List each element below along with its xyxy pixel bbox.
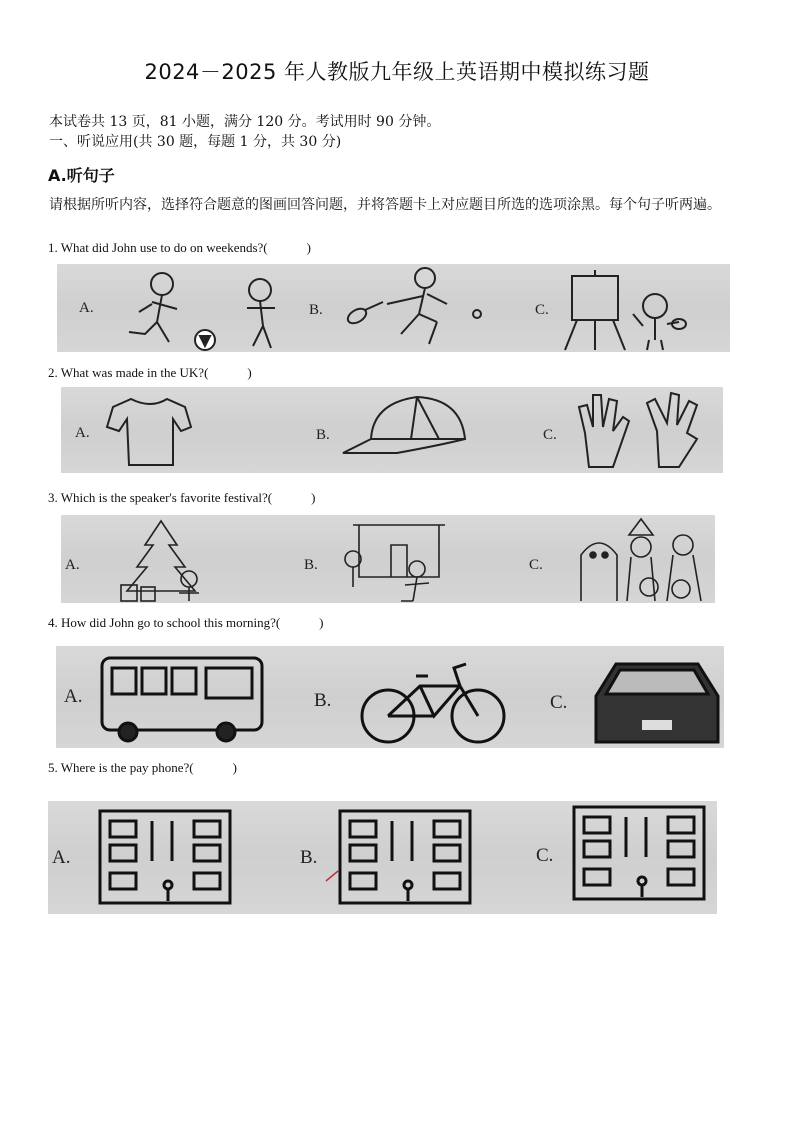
option-c-label: C. <box>535 302 549 318</box>
map-phone-c-icon <box>574 807 704 899</box>
question-4: 4. How did John go to school this morning?( ) <box>48 615 324 630</box>
question-2-pictures <box>61 387 723 473</box>
part-one-heading: 一、听说应用(共 30 题，每题 1 分，共 30 分) <box>49 134 342 150</box>
bicycle-icon <box>362 664 504 742</box>
bus-icon <box>102 658 262 741</box>
option-a-label: A. <box>52 847 71 868</box>
option-b-label: B. <box>304 557 318 573</box>
option-c-label: C. <box>550 692 568 713</box>
christmas-tree-icon <box>121 521 199 601</box>
spring-festival-house-icon <box>345 525 445 601</box>
question-2: 2. What was made in the UK?( ) <box>48 365 252 380</box>
question-5-pictures <box>48 801 717 914</box>
option-a-label: A. <box>75 425 90 441</box>
map-phone-a-icon <box>100 811 230 903</box>
option-c-label: C. <box>536 845 554 866</box>
option-b-label: B. <box>314 690 332 711</box>
question-3: 3. Which is the speaker's favorite festival?( ) <box>48 490 316 505</box>
car-icon <box>596 664 718 742</box>
halloween-kids-icon <box>581 519 701 601</box>
option-b-label: B. <box>309 302 323 318</box>
question-4-pictures <box>56 646 724 748</box>
gloves-icon <box>579 393 697 467</box>
t-shirt-icon <box>107 399 191 465</box>
tennis-player-icon <box>345 268 481 344</box>
painting-boy-icon <box>565 270 686 350</box>
question-1-pictures <box>57 264 730 352</box>
option-a-label: A. <box>65 557 80 573</box>
cap-icon <box>343 397 465 453</box>
exam-info: 本试卷共 13 页，81 小题，满分 120 分。考试用时 90 分钟。 <box>49 114 441 130</box>
option-c-label: C. <box>529 557 543 573</box>
option-b-label: B. <box>300 847 318 868</box>
section-a-heading: A.听句子 <box>48 166 115 185</box>
question-5: 5. Where is the pay phone?( ) <box>48 760 237 775</box>
page-title: 2024－2025 年人教版九年级上英语期中模拟练习题 <box>144 60 650 84</box>
map-phone-b-icon <box>326 811 470 903</box>
question-3-pictures <box>61 515 715 603</box>
soccer-players-icon <box>129 273 275 350</box>
option-b-label: B. <box>316 427 330 443</box>
option-a-label: A. <box>64 686 83 707</box>
option-c-label: C. <box>543 427 557 443</box>
section-a-instructions: 请根据所听内容，选择符合题意的图画回答问题，并将答题卡上对应题目所选的选项涂黑。每个句子听两遍。 <box>49 197 721 213</box>
question-1: 1. What did John use to do on weekends?( ) <box>48 240 311 255</box>
option-a-label: A. <box>79 300 94 316</box>
